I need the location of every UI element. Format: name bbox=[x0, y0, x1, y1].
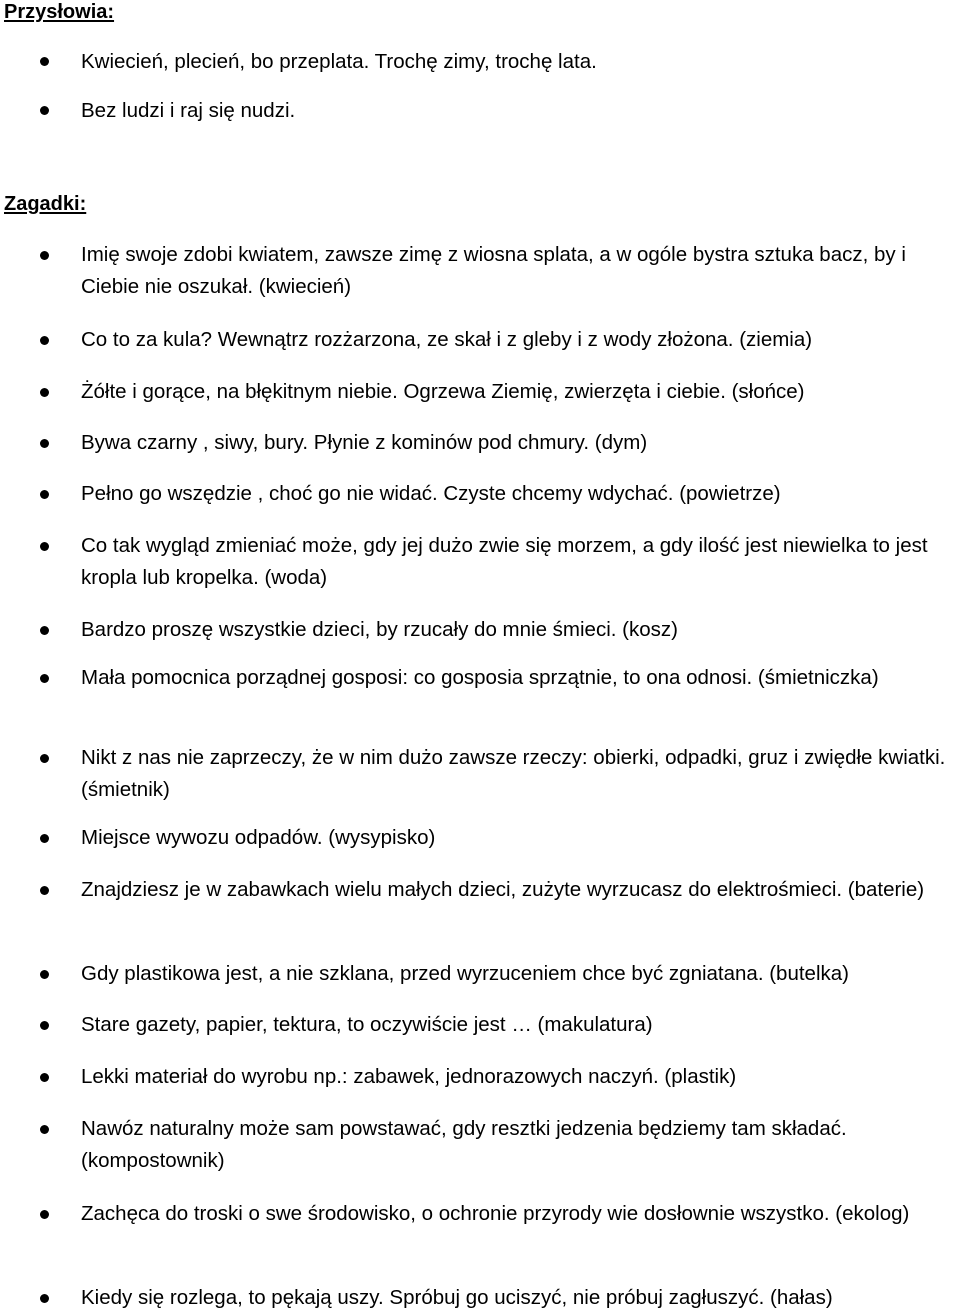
bullet-icon bbox=[40, 674, 49, 683]
bullet-icon bbox=[40, 490, 49, 499]
bullet-icon bbox=[40, 1125, 49, 1134]
bullet-icon bbox=[40, 57, 49, 66]
bullet-icon bbox=[40, 251, 49, 260]
riddle-text: Pełno go wszędzie , choć go nie widać. Czyste chcemy wdychać. (powietrze) bbox=[81, 482, 781, 505]
riddle-text: Zachęca do troski o swe środowisko, o ochronie przyrody wie dosłownie wszystko. (ekolog) bbox=[81, 1202, 910, 1225]
bullet-icon bbox=[40, 1073, 49, 1082]
riddle-text: Bywa czarny , siwy, bury. Płynie z kominów pod chmury. (dym) bbox=[81, 431, 648, 454]
proverb-text: Kwiecień, plecień, bo przeplata. Trochę zimy, trochę lata. bbox=[81, 50, 597, 73]
bullet-icon bbox=[40, 626, 49, 635]
proverbs-heading: Przysłowia: bbox=[4, 1, 115, 23]
riddles-heading: Zagadki: bbox=[4, 193, 87, 215]
riddle-text: Lekki materiał do wyrobu np.: zabawek, jednorazowych naczyń. (plastik) bbox=[81, 1065, 737, 1088]
bullet-icon bbox=[40, 542, 49, 551]
riddle-text: Nikt z nas nie zaprzeczy, że w nim dużo zawsze rzeczy: obierki, odpadki, gruz i zwiędłe kwiatki. (śmietnik) bbox=[81, 746, 946, 801]
riddle-text: Stare gazety, papier, tektura, to oczywiście jest … (makulatura) bbox=[81, 1013, 653, 1036]
bullet-icon bbox=[40, 1210, 49, 1219]
riddle-text: Żółte i gorące, na błękitnym niebie. Ogrzewa Ziemię, zwierzęta i ciebie. (słońce) bbox=[81, 380, 805, 403]
proverb-text: Bez ludzi i raj się nudzi. bbox=[81, 99, 296, 122]
riddle-text: Imię swoje zdobi kwiatem, zawsze zimę z wiosna splata, a w ogóle bystra sztuka bacz, by i Ciebie nie oszukał. (kwiecień) bbox=[81, 243, 906, 298]
riddle-text: Mała pomocnica porządnej gosposi: co gosposia sprzątnie, to ona odnosi. (śmietniczka) bbox=[81, 666, 879, 689]
bullet-icon bbox=[40, 1021, 49, 1030]
riddle-text: Co tak wygląd zmieniać może, gdy jej dużo zwie się morzem, a gdy ilość jest niewielka to jest kropla lub kropelka. (woda) bbox=[81, 534, 928, 589]
riddle-text: Co to za kula? Wewnątrz rozżarzona, ze skał i z gleby i z wody złożona. (ziemia) bbox=[81, 328, 813, 351]
riddle-text: Znajdziesz je w zabawkach wielu małych dzieci, zużyte wyrzucasz do elektrośmieci. (baterie) bbox=[81, 878, 925, 901]
bullet-icon bbox=[40, 754, 49, 763]
riddle-text: Gdy plastikowa jest, a nie szklana, przed wyrzuceniem chce być zgniatana. (butelka) bbox=[81, 962, 849, 985]
bullet-icon bbox=[40, 1294, 49, 1303]
bullet-icon bbox=[40, 886, 49, 895]
riddle-text: Miejsce wywozu odpadów. (wysypisko) bbox=[81, 826, 436, 849]
bullet-icon bbox=[40, 388, 49, 397]
bullet-icon bbox=[40, 970, 49, 979]
riddle-text: Kiedy się rozlega, to pękają uszy. Spróbuj go uciszyć, nie próbuj zagłuszyć. (hałas) bbox=[81, 1286, 833, 1309]
riddle-text: Nawóz naturalny może sam powstawać, gdy resztki jedzenia będziemy tam składać. (kompostownik) bbox=[81, 1117, 847, 1172]
bullet-icon bbox=[40, 834, 49, 843]
bullet-icon bbox=[40, 439, 49, 448]
bullet-icon bbox=[40, 106, 49, 115]
riddle-text: Bardzo proszę wszystkie dzieci, by rzucały do mnie śmieci. (kosz) bbox=[81, 618, 678, 641]
bullet-icon bbox=[40, 336, 49, 345]
